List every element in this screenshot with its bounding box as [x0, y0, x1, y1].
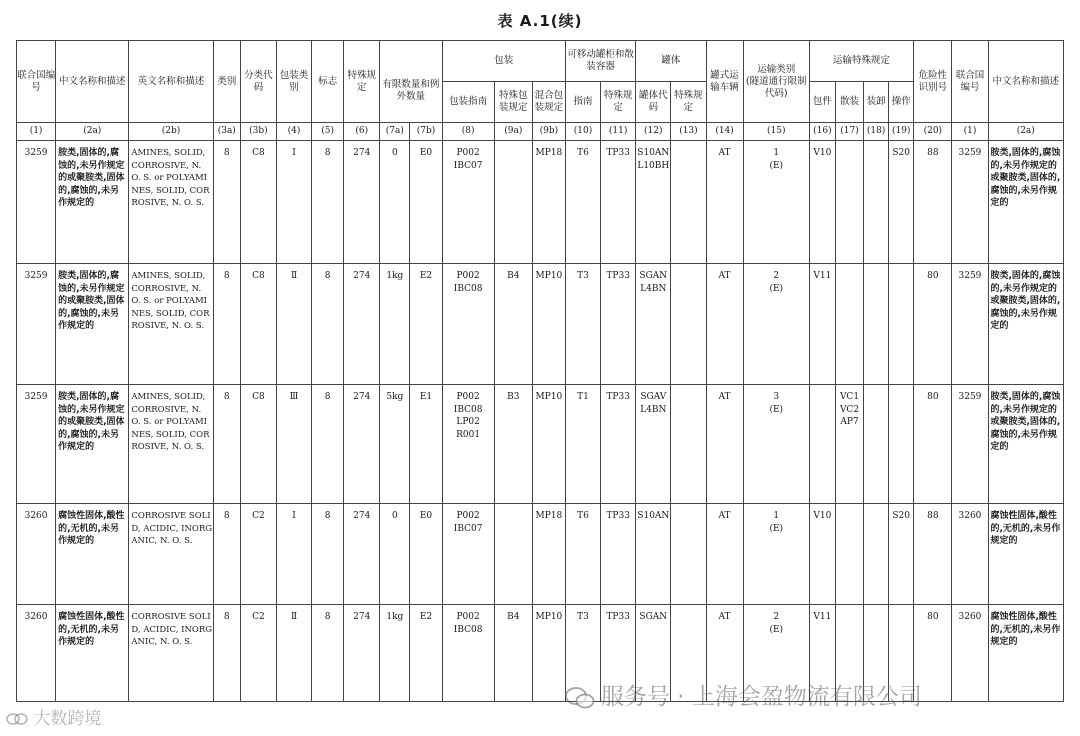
cell-un-no-end: 3259 — [952, 141, 988, 264]
cell-tank-code-line: SGAN — [639, 271, 668, 281]
cell-tank-code-line: L4BN — [640, 404, 667, 415]
transport-cat-value: 1 — [773, 511, 780, 521]
cell-hazard-id: 80 — [914, 605, 952, 702]
header-bulk: 散装 — [835, 82, 863, 123]
cell-excepted-qty: E0 — [410, 504, 442, 605]
col-num: (15) — [743, 123, 809, 141]
cell-special: 274 — [344, 385, 380, 504]
cell-package-special: V11 — [809, 605, 835, 702]
col-num: (3a) — [213, 123, 240, 141]
cell-tank-code — [636, 504, 671, 605]
cell-pack-group: Ⅰ — [276, 141, 311, 264]
cell-tank-special — [671, 264, 706, 385]
cell-cn-name-end: 腐蚀性固体,酸性的,无机的,未另作规定的 — [988, 605, 1063, 702]
header-en-name: 英文名称和描述 — [129, 41, 213, 123]
cell-en-name: AMINES, SOLID, CORROSIVE, N. O. S. or POLYAMINES, SOLID, CORROSIVE, N. O. S. — [129, 141, 213, 264]
cell-portable-instr: T3 — [565, 605, 600, 702]
cell-loading — [864, 264, 889, 385]
cell-cn-name-end: 腐蚀性固体,酸性的,无机的,未另作规定的 — [988, 504, 1063, 605]
cell-pack-instr-line: P002 — [456, 392, 480, 402]
watermark-secondary — [6, 704, 101, 729]
cell-transport-cat — [743, 504, 809, 605]
tunnel-code-value: (E) — [769, 404, 784, 415]
header-limited: 有限数量和例外数量 — [380, 41, 442, 123]
cell-portable-instr: T3 — [565, 264, 600, 385]
wechat-icon — [565, 687, 595, 709]
tunnel-code-value: (E) — [769, 160, 784, 171]
cell-portable-instr: T6 — [565, 504, 600, 605]
header-transport-cat-sub: (隧道通行限制代码) — [745, 75, 807, 99]
cell-package-special — [809, 385, 835, 504]
cell-pack-instr — [442, 264, 494, 385]
cell-mixed-pack: MP10 — [532, 385, 565, 504]
cell-pack-instr-line: R001 — [456, 429, 481, 440]
header-hazard-id: 危险性识别号 — [914, 41, 952, 123]
cell-tank-code-line: SGAN — [639, 612, 668, 622]
cell-package-special: V10 — [809, 504, 835, 605]
header-package: 包件 — [809, 82, 835, 123]
cell-cn-name-end: 胺类,固体的,腐蚀的,未另作规定的或聚胺类,固体的,腐蚀的,未另作规定的 — [988, 264, 1063, 385]
col-num: (10) — [565, 123, 600, 141]
cell-un-no-end: 3259 — [952, 385, 988, 504]
transport-cat-value: 1 — [773, 148, 780, 158]
cell-class: 8 — [213, 385, 240, 504]
cell-special: 274 — [344, 504, 380, 605]
cell-mixed-pack: MP10 — [532, 264, 565, 385]
cell-tank-code-line: SGAV — [640, 392, 667, 402]
cell-hazard-id: 88 — [914, 504, 952, 605]
cell-tank-code-line: L10BH — [637, 160, 670, 171]
cell-un-no: 3260 — [17, 504, 56, 605]
table-row — [17, 504, 1064, 605]
cell-tank-code-line: S10AN — [637, 511, 670, 521]
col-num: (9b) — [532, 123, 565, 141]
cell-pack-instr — [442, 605, 494, 702]
header-port-instr: 指南 — [565, 82, 600, 123]
cell-pack-instr — [442, 504, 494, 605]
cell-pack-instr-line: LP02 — [456, 417, 480, 427]
cell-tank-vehicle: AT — [706, 141, 743, 264]
cell-operation — [889, 385, 914, 504]
cell-excepted-qty: E1 — [410, 385, 442, 504]
cell-special-pack: B4 — [494, 264, 532, 385]
cell-pack-group: Ⅲ — [276, 385, 311, 504]
header-class-code: 分类代码 — [240, 41, 276, 123]
cell-cn-name: 腐蚀性固体,酸性的,无机的,未另作规定的 — [56, 605, 129, 702]
header-class: 类别 — [213, 41, 240, 123]
col-num: (4) — [276, 123, 311, 141]
cell-class-code: C8 — [240, 264, 276, 385]
cell-operation: S20 — [889, 141, 914, 264]
column-number-row — [17, 123, 1064, 141]
cell-tank-special — [671, 504, 706, 605]
header-cn-name-end: 中文名称和描述 — [988, 41, 1063, 123]
col-num: (20) — [914, 123, 952, 141]
header-portable: 可移动罐柜和散装容器 — [565, 41, 635, 82]
cell-en-name: AMINES, SOLID, CORROSIVE, N. O. S. or POLYAMINES, SOLID, CORROSIVE, N. O. S. — [129, 385, 213, 504]
col-num: (2a) — [988, 123, 1063, 141]
cell-portable-special: TP33 — [601, 141, 636, 264]
header-loading: 装卸 — [864, 82, 889, 123]
cell-pack-instr-line: P002 — [456, 271, 480, 281]
cell-tank-code — [636, 385, 671, 504]
cell-bulk — [835, 264, 863, 385]
cell-pack-instr-line: IBC08 — [453, 404, 483, 415]
cell-loading — [864, 504, 889, 605]
cell-hazard-id: 80 — [914, 385, 952, 504]
cell-loading — [864, 385, 889, 504]
cell-limited-qty: 0 — [380, 141, 410, 264]
cell-bulk-line: AP7 — [840, 417, 859, 427]
cell-special-pack — [494, 141, 532, 264]
header-packaging: 包装 — [442, 41, 565, 82]
tunnel-code-value: (E) — [769, 523, 784, 534]
cell-tank-code-line: S10AN — [637, 148, 670, 158]
cell-un-no: 3260 — [17, 605, 56, 702]
cell-operation — [889, 264, 914, 385]
header-tank-vehicle: 罐式运输车辆 — [706, 41, 743, 123]
col-num: (7b) — [410, 123, 442, 141]
cell-label: 8 — [312, 605, 344, 702]
cell-limited-qty: 1kg — [380, 605, 410, 702]
col-num: (5) — [312, 123, 344, 141]
cell-loading — [864, 141, 889, 264]
dangerous-goods-table — [16, 40, 1064, 702]
cell-pack-instr-line: P002 — [456, 148, 480, 158]
cell-pack-group: Ⅱ — [276, 264, 311, 385]
cell-pack-instr-line: IBC07 — [453, 523, 483, 534]
cell-special-pack: B3 — [494, 385, 532, 504]
cell-pack-instr — [442, 385, 494, 504]
header-transport-cat-main: 运输类别 — [757, 63, 796, 75]
transport-cat-value: 2 — [773, 271, 780, 281]
cell-label: 8 — [312, 141, 344, 264]
cell-package-special: V10 — [809, 141, 835, 264]
header-special: 特殊规定 — [344, 41, 380, 123]
cell-portable-special: TP33 — [601, 264, 636, 385]
cell-package-special: V11 — [809, 264, 835, 385]
cell-un-no-end: 3260 — [952, 605, 988, 702]
cell-class: 8 — [213, 141, 240, 264]
cell-label: 8 — [312, 504, 344, 605]
header-special-pack: 特殊包装规定 — [494, 82, 532, 123]
link-icon — [6, 712, 28, 726]
cell-operation: S20 — [889, 504, 914, 605]
cell-portable-instr: T1 — [565, 385, 600, 504]
cell-tank-code — [636, 264, 671, 385]
tunnel-code-value: (E) — [769, 624, 784, 635]
cell-cn-name: 胺类,固体的,腐蚀的,未另作规定的或聚胺类,固体的,腐蚀的,未另作规定的 — [56, 385, 129, 504]
cell-cn-name-end: 胺类,固体的,腐蚀的,未另作规定的或聚胺类,固体的,腐蚀的,未另作规定的 — [988, 385, 1063, 504]
cell-class: 8 — [213, 264, 240, 385]
cell-tank-code-line: L4BN — [640, 283, 667, 294]
col-num: (3b) — [240, 123, 276, 141]
transport-cat-value: 2 — [773, 612, 780, 622]
cell-limited-qty: 5kg — [380, 385, 410, 504]
cell-limited-qty: 0 — [380, 504, 410, 605]
cell-cn-name: 胺类,固体的,腐蚀的,未另作规定的或聚胺类,固体的,腐蚀的,未另作规定的 — [56, 141, 129, 264]
cell-mixed-pack: MP18 — [532, 141, 565, 264]
cell-bulk-line: VC2 — [839, 404, 860, 415]
cell-special-pack: B4 — [494, 605, 532, 702]
cell-bulk — [835, 385, 863, 504]
cell-tank-vehicle: AT — [706, 605, 743, 702]
cell-class: 8 — [213, 504, 240, 605]
header-tank-code: 罐体代码 — [636, 82, 671, 123]
tunnel-code-value: (E) — [769, 283, 784, 294]
header-transport-cat — [743, 41, 809, 123]
cell-pack-instr-line: IBC08 — [453, 283, 483, 294]
cell-hazard-id: 88 — [914, 141, 952, 264]
col-num: (7a) — [380, 123, 410, 141]
cell-tank-special — [671, 385, 706, 504]
watermark-text: 服务号 · 上海会盈物流有限公司 — [601, 684, 922, 710]
cell-pack-group: Ⅱ — [276, 605, 311, 702]
cell-excepted-qty: E0 — [410, 141, 442, 264]
header-port-special: 特殊规定 — [601, 82, 636, 123]
cell-en-name: CORROSIVE SOLID, ACIDIC, INORGANIC, N. O. S. — [129, 504, 213, 605]
table-row — [17, 264, 1064, 385]
cell-cn-name: 腐蚀性固体,酸性的,无机的,未另作规定的 — [56, 504, 129, 605]
cell-limited-qty: 1kg — [380, 264, 410, 385]
cell-special: 274 — [344, 141, 380, 264]
cell-excepted-qty: E2 — [410, 605, 442, 702]
cell-class-code: C2 — [240, 504, 276, 605]
cell-en-name: CORROSIVE SOLID, ACIDIC, INORGANIC, N. O. S. — [129, 605, 213, 702]
cell-tank-vehicle: AT — [706, 504, 743, 605]
header-label: 标志 — [312, 41, 344, 123]
table-body — [17, 141, 1064, 702]
cell-hazard-id: 80 — [914, 264, 952, 385]
cell-tank-vehicle: AT — [706, 264, 743, 385]
cell-pack-instr — [442, 141, 494, 264]
header-pack-instr: 包装指南 — [442, 82, 494, 123]
header-tank: 罐体 — [636, 41, 706, 82]
cell-un-no: 3259 — [17, 264, 56, 385]
cell-class-code: C8 — [240, 141, 276, 264]
col-num: (12) — [636, 123, 671, 141]
cell-class: 8 — [213, 605, 240, 702]
cell-excepted-qty: E2 — [410, 264, 442, 385]
header-tank-special: 特殊规定 — [671, 82, 706, 123]
cell-tank-code — [636, 141, 671, 264]
col-num: (1) — [952, 123, 988, 141]
cell-portable-instr: T6 — [565, 141, 600, 264]
cell-class-code: C8 — [240, 385, 276, 504]
col-num: (14) — [706, 123, 743, 141]
header-un-no: 联合国编号 — [17, 41, 56, 123]
cell-pack-group: Ⅰ — [276, 504, 311, 605]
watermark — [565, 678, 922, 711]
header-operation: 操作 — [889, 82, 914, 123]
cell-un-no-end: 3260 — [952, 504, 988, 605]
cell-cn-name: 胺类,固体的,腐蚀的,未另作规定的或聚胺类,固体的,腐蚀的,未另作规定的 — [56, 264, 129, 385]
cell-portable-special: TP33 — [601, 605, 636, 702]
cell-bulk — [835, 141, 863, 264]
header-pack-group: 包装类别 — [276, 41, 311, 123]
col-num: (2b) — [129, 123, 213, 141]
col-num: (1) — [17, 123, 56, 141]
cell-label: 8 — [312, 385, 344, 504]
cell-pack-instr-line: P002 — [456, 511, 480, 521]
cell-transport-cat — [743, 264, 809, 385]
col-num: (13) — [671, 123, 706, 141]
header-cn-name: 中文名称和描述 — [56, 41, 129, 123]
cell-portable-special: TP33 — [601, 504, 636, 605]
col-num: (17) — [835, 123, 863, 141]
watermark-secondary-text: 大数跨境 — [33, 709, 102, 729]
cell-bulk-line: VC1 — [839, 392, 860, 402]
col-num: (16) — [809, 123, 835, 141]
cell-mixed-pack: MP18 — [532, 504, 565, 605]
cell-un-no: 3259 — [17, 385, 56, 504]
cell-label: 8 — [312, 264, 344, 385]
header-un-no-end: 联合国编号 — [952, 41, 988, 123]
cell-mixed-pack: MP10 — [532, 605, 565, 702]
col-num: (6) — [344, 123, 380, 141]
cell-pack-instr-line: IBC07 — [453, 160, 483, 171]
cell-en-name: AMINES, SOLID, CORROSIVE, N. O. S. or POLYAMINES, SOLID, CORROSIVE, N. O. S. — [129, 264, 213, 385]
cell-bulk — [835, 504, 863, 605]
cell-special: 274 — [344, 605, 380, 702]
col-num: (18) — [864, 123, 889, 141]
cell-un-no: 3259 — [17, 141, 56, 264]
transport-cat-value: 3 — [773, 392, 780, 402]
table-title: 表 A.1(续) — [497, 12, 583, 30]
col-num: (8) — [442, 123, 494, 141]
cell-tank-vehicle: AT — [706, 385, 743, 504]
cell-pack-instr-line: IBC08 — [453, 624, 483, 635]
cell-special: 274 — [344, 264, 380, 385]
cell-transport-cat — [743, 141, 809, 264]
cell-cn-name-end: 胺类,固体的,腐蚀的,未另作规定的或聚胺类,固体的,腐蚀的,未另作规定的 — [988, 141, 1063, 264]
cell-un-no-end: 3259 — [952, 264, 988, 385]
col-num: (9a) — [494, 123, 532, 141]
col-num: (11) — [601, 123, 636, 141]
header-transport-special: 运输特殊规定 — [809, 41, 913, 82]
cell-transport-cat — [743, 385, 809, 504]
cell-tank-special — [671, 141, 706, 264]
table-row — [17, 385, 1064, 504]
cell-special-pack — [494, 504, 532, 605]
col-num: (2a) — [56, 123, 129, 141]
col-num: (19) — [889, 123, 914, 141]
cell-class-code: C2 — [240, 605, 276, 702]
table-row — [17, 141, 1064, 264]
cell-pack-instr-line: P002 — [456, 612, 480, 622]
cell-portable-special: TP33 — [601, 385, 636, 504]
header-mixed-pack: 混合包装规定 — [532, 82, 565, 123]
